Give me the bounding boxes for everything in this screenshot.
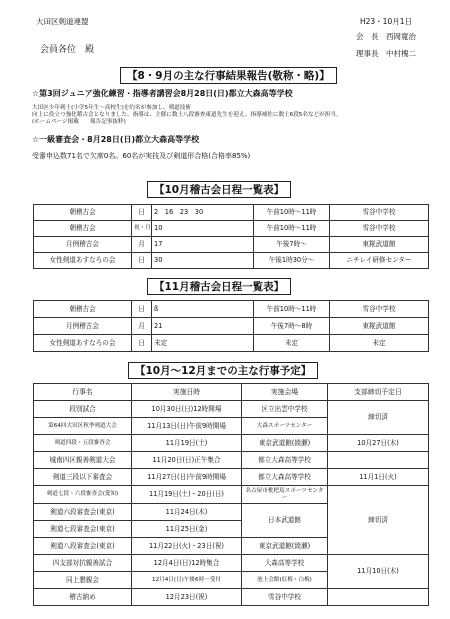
event-date: 12月4日(日)午後6時～受付	[132, 572, 242, 589]
table-cell: 日	[132, 205, 152, 221]
event-deadline: 11月10日(木)	[328, 555, 429, 589]
header-cell: 行事名	[34, 384, 132, 401]
events-table	[33, 383, 429, 606]
table-cell: 未定	[330, 335, 429, 352]
table-cell: 朝稽古会	[34, 221, 132, 237]
table-cell: 日	[132, 253, 152, 269]
table-cell: 東糀武道館	[330, 237, 429, 253]
event-venue: 東京武道館(綾瀬)	[242, 435, 328, 452]
event-date: 10月30日(日)12時開場	[132, 401, 242, 418]
event-name: 稽古納め	[34, 589, 132, 606]
event-venue: 都立大森高等学校	[242, 469, 328, 486]
junior-body-3: (ホームページ掲載 報告記事抜粋)	[32, 119, 126, 125]
chairman: 会 長 西岡寛治	[356, 32, 416, 41]
event-venue: 区立出雲中学校	[242, 401, 328, 418]
event-name: 剣道七段・六段審査会(愛知)	[34, 486, 132, 504]
event-date: 11月19日(土)	[132, 435, 242, 452]
event-venue: 都立大森高等学校	[242, 452, 328, 469]
event-venue: 雪谷中学校	[242, 589, 328, 606]
event-name: 第64回大田区秋季剣道大会	[34, 418, 132, 435]
table-cell: 30	[152, 253, 254, 269]
event-name: 剣道八段審査会(東京)	[34, 538, 132, 555]
event-name: 剣道三段以下審査会	[34, 469, 132, 486]
event-venue: 日本武道館	[242, 504, 328, 538]
table-cell: 17	[152, 237, 254, 253]
table-cell: 月	[132, 237, 152, 253]
event-name: 同上懇親会	[34, 572, 132, 589]
table-cell: 雪谷中学校	[330, 301, 429, 318]
table-cell: 午前10時～11時	[254, 205, 330, 221]
issue-date: H23・10月1日	[360, 17, 412, 26]
table-cell: 午前10時～11時	[254, 221, 330, 237]
table-cell: 月例稽古会	[34, 237, 132, 253]
event-date: 11月20日(日)正午集合	[132, 452, 242, 469]
table-cell: 朝稽古会	[34, 205, 132, 221]
event-name: 城南四区親善剣道大会	[34, 452, 132, 469]
event-date: 12月23日(祝)	[132, 589, 242, 606]
event-name: 剣道四段・五段審査会	[34, 435, 132, 452]
addressee: 会員各位 殿	[40, 45, 95, 55]
table-cell: 午後7時～8時	[254, 318, 330, 335]
table-cell: 祝・月	[132, 221, 152, 237]
table-cell: 雪谷中学校	[330, 205, 429, 221]
junior-heading: ☆第3回ジュニア強化練習・指導者講習会8月28日(日)都立大森高等学校	[32, 89, 293, 98]
header-cell: 支部締切予定日	[328, 384, 429, 401]
table-cell: 未定	[254, 335, 330, 352]
nov-title: 【11月稽古会日程一覧表】	[147, 278, 291, 295]
table-cell: 雪谷中学校	[330, 221, 429, 237]
table-cell: ß	[152, 301, 254, 318]
table-cell: 日	[132, 301, 152, 318]
oct-title: 【10月稽古会日程一覧表】	[147, 181, 291, 198]
event-date: 11月22日(火)・23日(祝)	[132, 538, 242, 555]
table-cell: 21	[152, 318, 254, 335]
event-deadline-empty	[328, 452, 429, 469]
event-date: 11月27日(日)午前9時開場	[132, 469, 242, 486]
table-cell: 未定	[152, 335, 254, 352]
event-date: 11月13日(日)午前9時開場	[132, 418, 242, 435]
event-venue: 大森スポーツセンター	[242, 418, 328, 435]
nov-table	[33, 300, 429, 352]
event-name: 剣道六段審査会(東京)	[34, 504, 132, 521]
header-cell: 実施日時	[132, 384, 242, 401]
table-cell: 月例稽古会	[34, 318, 132, 335]
report-title: 【8・9月の主な行事結果報告(敬称・略)】	[120, 67, 337, 84]
event-name: 四支部対抗親善試合	[34, 555, 132, 572]
events-title: 【10月～12月までの主な行事予定】	[128, 362, 318, 379]
junior-body-1: 大田区少年剣士(小学5年生～高校生)を約名が参加し、剣道技術	[32, 105, 191, 111]
table-cell: 午後7時～	[254, 237, 330, 253]
exam-heading: ☆一級審査会・8月28日(日)都立大森高等学校	[32, 135, 200, 144]
table-cell: 2 16 23 30	[152, 205, 254, 221]
event-venue: 名古屋市枇杷島スポーツセンター	[242, 486, 328, 504]
table-cell: 日	[132, 335, 152, 352]
event-venue: 東京武道館(綾瀬)	[242, 538, 328, 555]
event-deadline: 締切済	[328, 486, 429, 555]
exam-body: 受審申込数71名で欠席0名。60名が実技及び剣道形合格(合格率85%)	[32, 152, 251, 160]
header-cell: 実施会場	[242, 384, 328, 401]
table-cell: 午前10時～11時	[254, 301, 330, 318]
table-cell: 女性剣道あすなろの会	[34, 335, 132, 352]
event-date: 12月4日(日)12時集合	[132, 555, 242, 572]
event-venue: 大森高等学校	[242, 555, 328, 572]
event-date: 11月25日(金)	[132, 521, 242, 538]
event-venue: 池上会館(紅梅・白梅)	[242, 572, 328, 589]
event-name: 剣道七段審査会(東京)	[34, 521, 132, 538]
event-deadline: 締切済	[328, 401, 429, 435]
table-cell: 月	[132, 318, 152, 335]
oct-table	[33, 204, 429, 269]
org-name: 大田区剣道連盟	[36, 17, 89, 26]
event-deadline: 10月27日(木)	[328, 435, 429, 452]
table-cell: 東糀武道館	[330, 318, 429, 335]
table-cell: 女性剣道あすなろの会	[34, 253, 132, 269]
event-name: 段別試合	[34, 401, 132, 418]
table-cell: 10	[152, 221, 254, 237]
director: 理事長 中村槐二	[356, 49, 416, 58]
table-cell: 朝稽古会	[34, 301, 132, 318]
event-date: 11月19日(土)・20日(日)	[132, 486, 242, 504]
event-deadline-empty	[328, 589, 429, 606]
event-date: 11月24日(木)	[132, 504, 242, 521]
table-cell: ニチレイ研修センター	[330, 253, 429, 269]
table-cell: 午後1時30分～	[254, 253, 330, 269]
event-deadline: 11月1日(火)	[328, 469, 429, 486]
junior-body-2: 向上に役立つ強化稽古会となりました。指導は、主催に数士八段審查東道先生を迎え、指導補佐に数士6段5名などが担当。	[32, 112, 342, 118]
